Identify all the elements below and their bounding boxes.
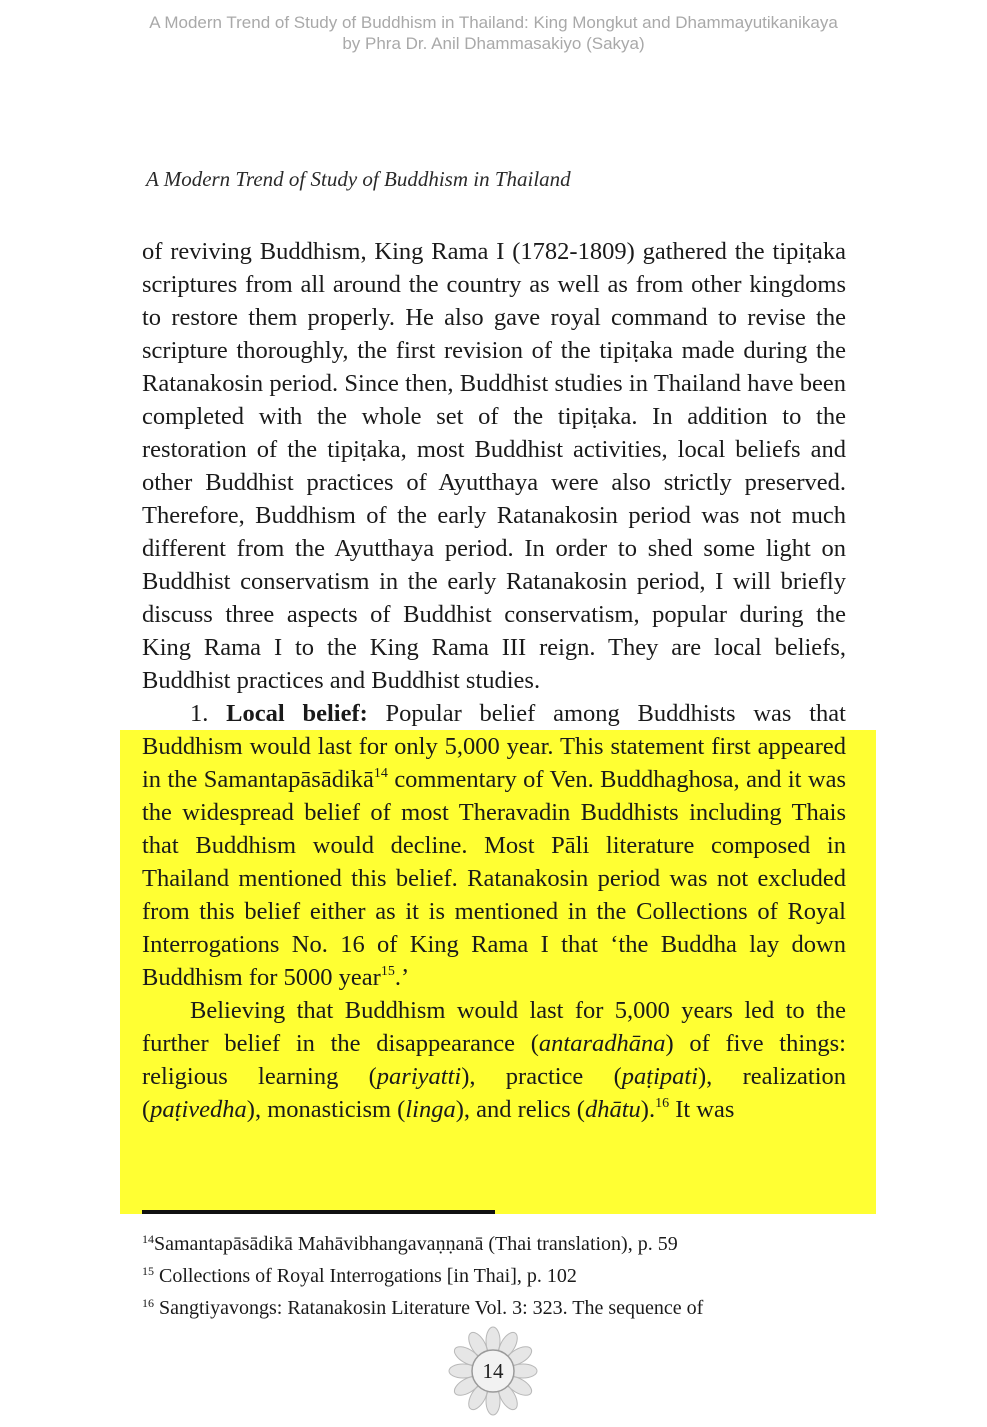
footnote-number: 15 — [142, 1264, 154, 1278]
p3-text: Believing that Buddhism would last for 5,000 years led to the further belief in the disappearance ( — [142, 997, 846, 1057]
footnote-text: Collections of Royal Interrogations [in Thai], p. 102 — [154, 1265, 577, 1287]
footnote — [142, 1228, 846, 1260]
paragraph-1: of reviving Buddhism, King Rama I (1782-1809) gathered the tipiṭaka scriptures from all around the country as well as from other kingdoms to restore them properly. He also gave royal command to revise the scripture thoroughly, the first revision of the tipiṭaka made during the Ratanakosin period. Since then, Buddhist studies in Thailand have been completed with the whole set of the tipiṭaka. In addition to the restoration of the tipiṭaka, most Buddhist activities, local beliefs and other Buddhist practices of Ayutthaya were also strictly preserved. Therefore, Buddhism of the early Ratanakosin period was not much different from the Ayutthaya period. In order to shed some light on Buddhist conservatism in the early Ratanakosin period, I will briefly discuss three aspects of Buddhist conservatism, popular during the King Rama I to the King Rama III reign. They are local beliefs, Buddhist practices and Buddhist studies. — [142, 238, 846, 694]
p3-text: ). — [640, 1096, 656, 1123]
footnote-number: 14 — [142, 1232, 154, 1246]
header-author-line: by Phra Dr. Anil Dhammasakiyo (Sakya) — [342, 34, 645, 53]
footnote-ref-15[interactable]: 15 — [380, 964, 395, 979]
p3-text: ) of five things: religious learning ( — [142, 1030, 846, 1090]
p3-text: It was — [669, 1096, 735, 1123]
footnote-text: Sangtiyavongs: Ratanakosin Literature Vol. 3: 323. The sequence of — [154, 1297, 704, 1319]
p3-text: ), monasticism ( — [246, 1096, 406, 1123]
p3-term: linga — [405, 1096, 456, 1123]
p3-term: pariyatti — [376, 1063, 462, 1090]
paragraph-2-text-b: commentary of Ven. Buddhaghosa, and it was the widespread belief of most Theravadin Buddhists including Thais that Buddhism would decline. Most Pāli literature composed in Thailand mentioned this belief. Ratanakosin period was not excluded from this belief either as it is mentioned in the Collections of Royal Interrogations No. 16 of King Rama I that ‘the Buddha lay down Buddhism for 5000 year — [142, 766, 847, 991]
footnote — [142, 1292, 846, 1324]
p3-text: ), and relics ( — [455, 1096, 585, 1123]
paragraph-2-text-a: Popular belief among Buddhists was that Buddhism would last for only 5,000 year. This statement first appeared in the Samantapāsādikā — [142, 700, 846, 793]
footnote-text: Samantapāsādikā Mahāvibhangavaṇṇanā (Thai translation), p. 59 — [154, 1233, 678, 1255]
p3-text: ), practice ( — [461, 1063, 622, 1090]
body-text — [142, 235, 846, 1126]
paragraph-3 — [142, 994, 846, 1126]
paragraph-2 — [142, 697, 846, 994]
footnote — [142, 1260, 846, 1292]
header-title-line: A Modern Trend of Study of Buddhism in Thailand: King Mongkut and Dhammayutikanikaya — [149, 13, 838, 32]
p3-term: antaradhāna — [538, 1030, 666, 1057]
p3-term: paṭivedha — [150, 1096, 247, 1123]
list-number: 1. — [190, 700, 209, 727]
footnote-divider — [142, 1210, 495, 1214]
footnotes — [142, 1228, 846, 1324]
page-number: 14 — [482, 1359, 504, 1383]
footnote-ref-16[interactable]: 16 — [655, 1096, 670, 1111]
document-header — [0, 12, 987, 54]
p3-term: dhātu — [584, 1096, 641, 1123]
footnote-number: 16 — [142, 1296, 154, 1310]
paragraph-2-text-c: .’ — [394, 964, 410, 991]
p3-text: ), realization ( — [142, 1063, 846, 1123]
running-head: A Modern Trend of Study of Buddhism in Thailand — [146, 167, 571, 191]
section-heading: Local belief: — [226, 700, 368, 727]
footnote-ref-14[interactable]: 14 — [373, 766, 388, 781]
p3-term: paṭipati — [621, 1063, 699, 1090]
